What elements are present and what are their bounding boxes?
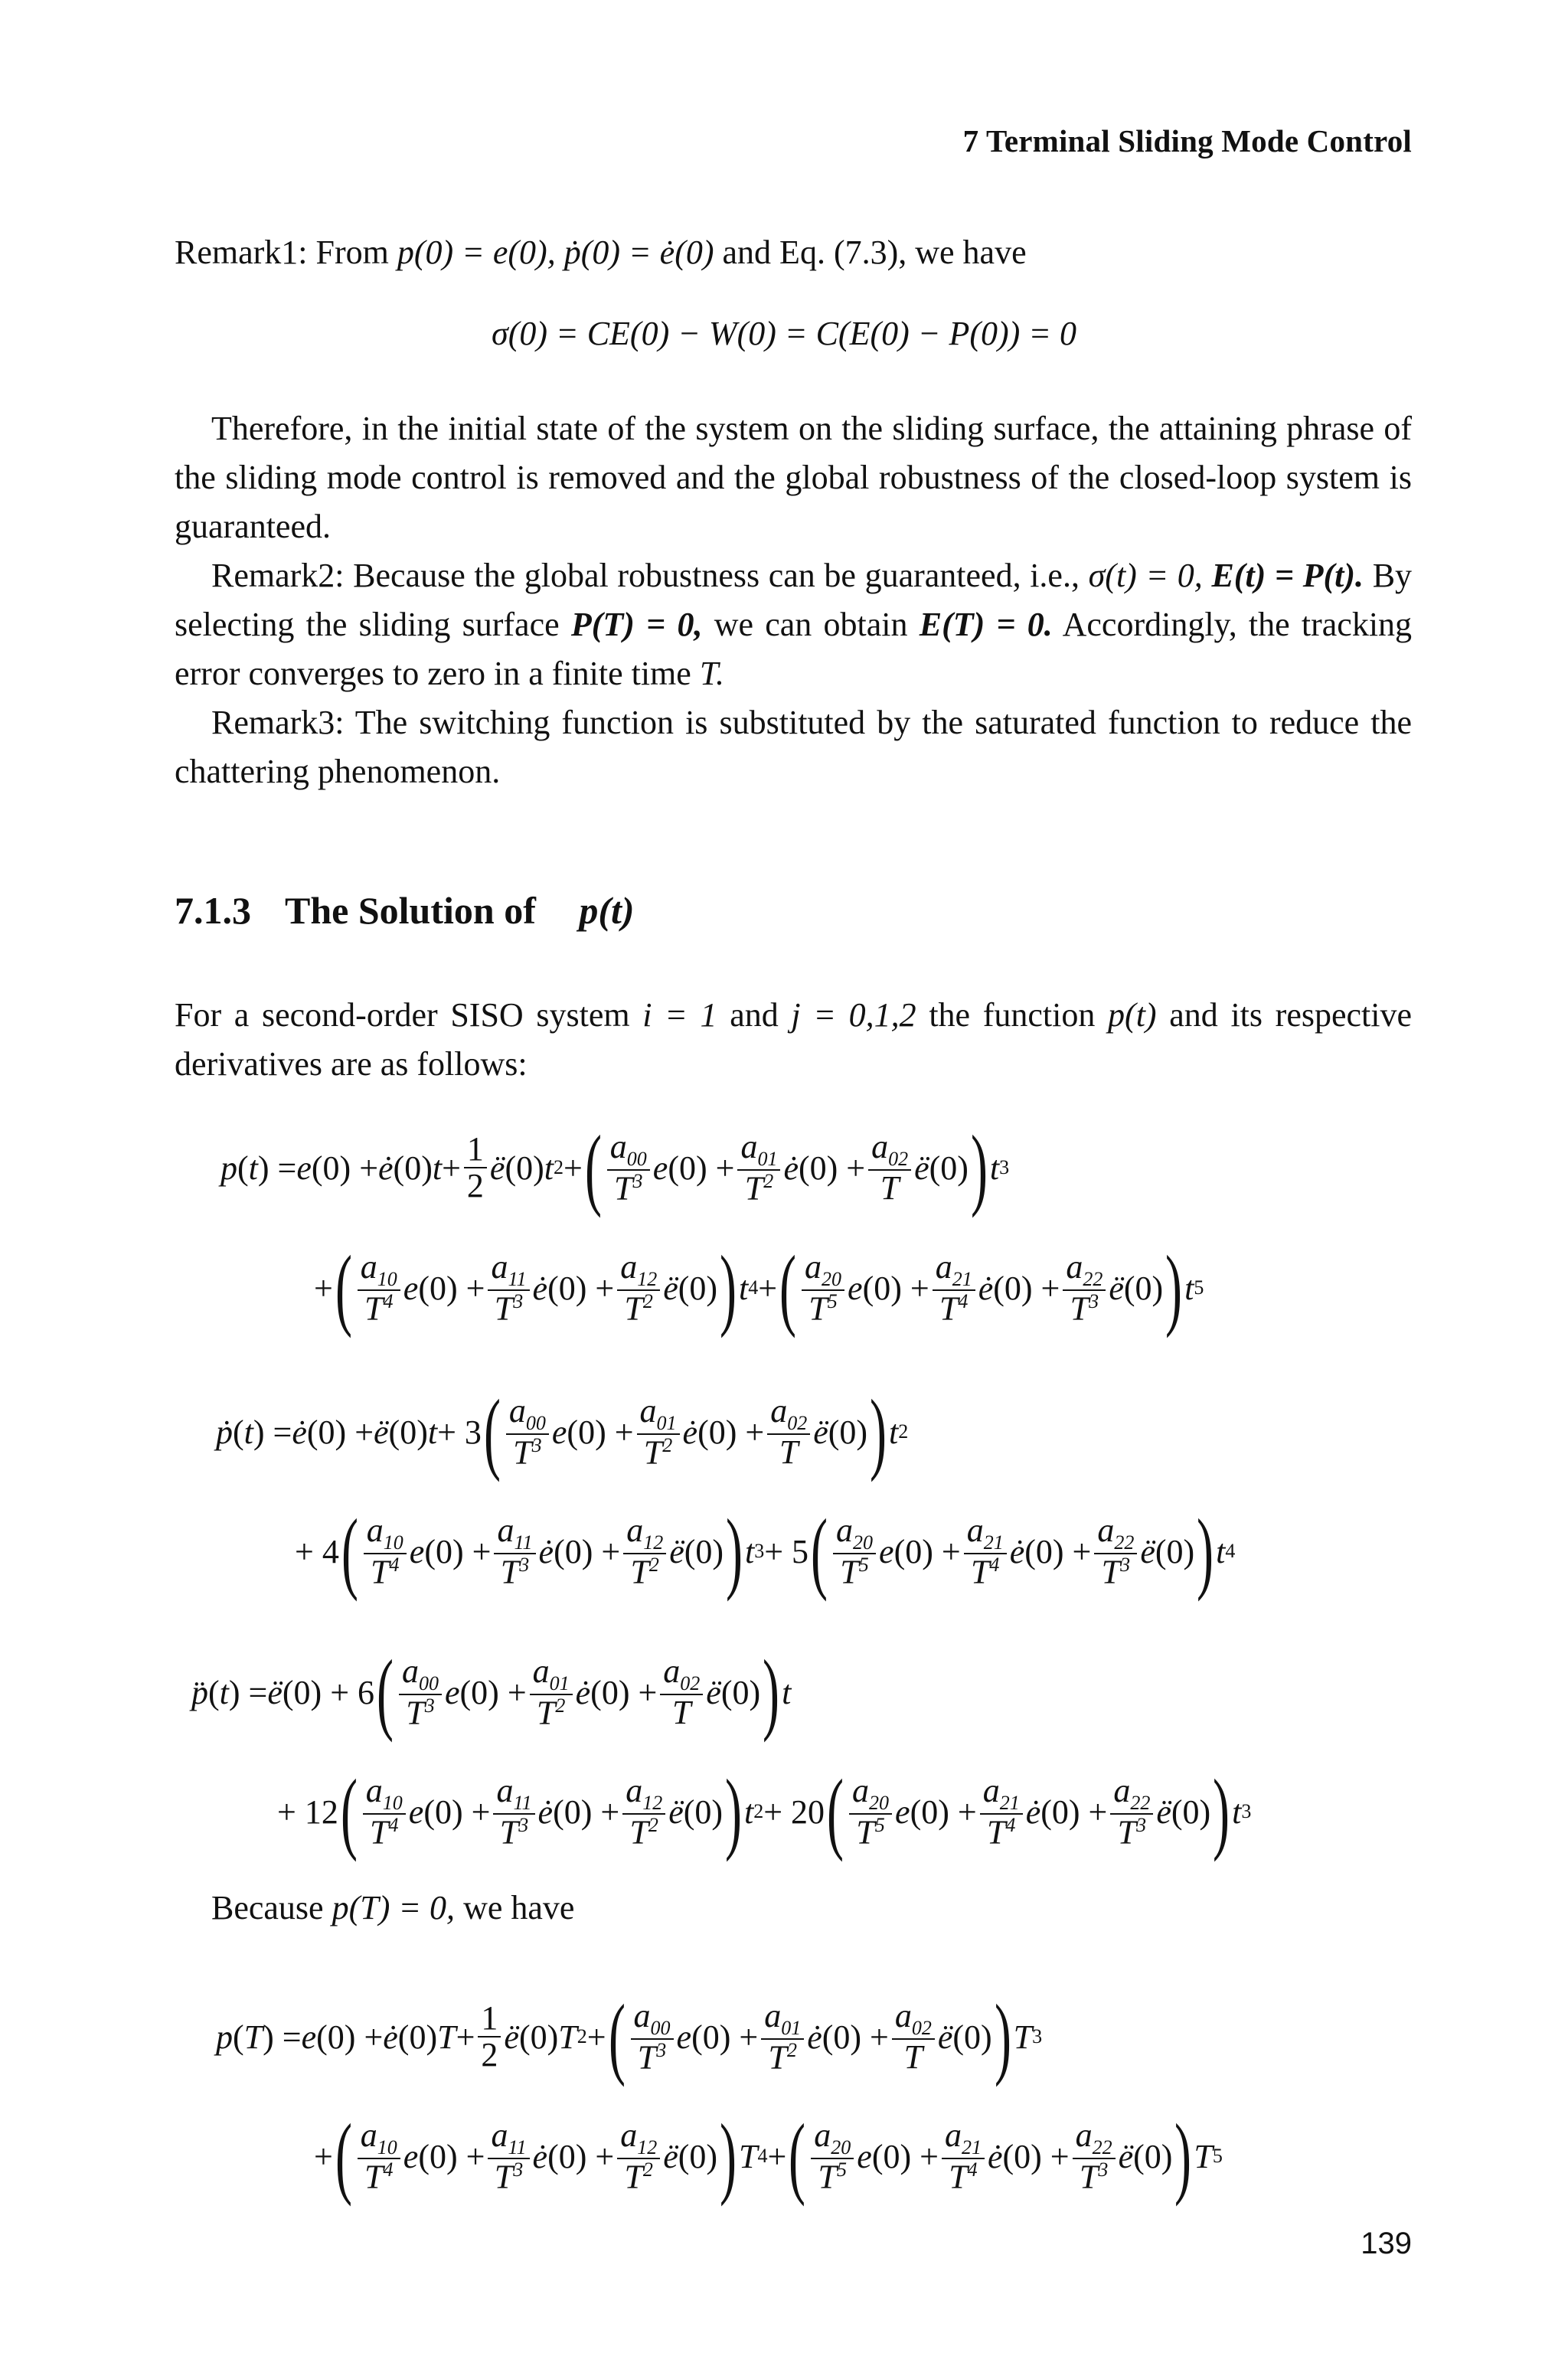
intro-text4: and its respective derivatives are as follows: xyxy=(175,996,1413,1083)
because-math1: p(T) = 0, xyxy=(332,1889,456,1926)
equation-p-line2: + ( $\frac{a_{10}}{T^4}$ e (0) + $\frac{a_{11}}{T^3}$ ė (0) + $\frac{a_{12}}{T^2}$ ë (0) ) t 4 + ( $\frac{a_{20}}{T^5}$ e (0) + $\frac{a_{21}}{T^4}$ ė (0) + $\frac{a_{22}}{T^3}$ ë (0) ) t 5 xyxy=(314,1237,1204,1338)
remark2-text2: By selecting the sliding surface xyxy=(175,557,1413,643)
intro-math1: i = 1 xyxy=(642,996,717,1034)
paragraph-remark2 xyxy=(175,551,1412,698)
section-title: The Solution of xyxy=(285,889,536,932)
paragraph-therefore: Therefore, in the initial state of the system on the sliding surface, the attaining phrase of the sliding mode control is removed and the global robustness of the closed-loop system is guaranteed. xyxy=(175,410,1412,545)
section-heading xyxy=(175,888,668,933)
remark2-math3: P(T) = 0, xyxy=(570,606,703,643)
running-header: 7 Terminal Sliding Mode Control xyxy=(962,123,1412,158)
equation-pddot-line2: + 12 ( $\frac{a_{10}}{T^4}$ e (0) + $\frac{a_{11}}{T^3}$ ė (0) + $\frac{a_{12}}{T^2}$ ë (0) ) t 2 + 20 ( $\frac{a_{20}}{T^5}$ e (0) + $\frac{a_{21}}{T^4}$ ė (0) + $\frac{a_{22}}{T^3}$ ë (0) ) t 3 xyxy=(277,1760,1252,1862)
remark1-lead: Remark1: From xyxy=(175,234,389,271)
equation-p-line1: p ( t ) = e (0) + ė (0) t + $\frac{1}{2}$ ë (0) t 2 + ( $\frac{a_{00}}{T^3}$ e (0) + $\frac{a_{01}}{T^2}$ ė (0) + $\frac{a_{02}}{T}$ ë (0) ) t 3 xyxy=(220,1116,1010,1218)
because-text1: Because xyxy=(211,1889,324,1926)
section-number: 7.1.3 xyxy=(175,889,251,932)
remark2-math4: E(T) = 0. xyxy=(919,606,1053,643)
body-paragraphs xyxy=(175,404,1412,796)
intro-math2: j = 0,1,2 xyxy=(791,996,916,1034)
paragraph-remark3: Remark3: The switching function is substituted by the saturated function to reduce the chattering phenomenon. xyxy=(175,704,1412,790)
remark1-line xyxy=(175,228,1412,277)
equation-sigma-text: σ(0) = CE(0) − W(0) = C(E(0) − P(0)) = 0 xyxy=(492,315,1076,352)
intro-text1: For a second-order SISO system xyxy=(175,996,630,1034)
section-title-math: p(t) xyxy=(579,889,635,932)
equation-pdot-line1: ṗ ( t ) = ė (0) + ë (0) t + 3 ( $\frac{a_{00}}{T^3}$ e (0) + $\frac{a_{01}}{T^2}$ ė (0) + $\frac{a_{02}}{T}$ ë (0) ) t 2 xyxy=(216,1381,909,1482)
equation-pT-line2: + ( $\frac{a_{10}}{T^4}$ e (0) + $\frac{a_{11}}{T^3}$ ė (0) + $\frac{a_{12}}{T^2}$ ë (0) ) T 4 + ( $\frac{a_{20}}{T^5}$ e (0) + $\frac{a_{21}}{T^4}$ ė (0) + $\frac{a_{22}}{T^3}$ ë (0) ) T 5 xyxy=(314,2105,1223,2207)
remark2-text4: Accordingly, the tracking error converges to zero in a finite time xyxy=(175,606,1413,692)
remark1-condition: p(0) = e(0), ṗ(0) = ė(0) xyxy=(397,234,714,271)
remark2-math5: T. xyxy=(699,655,725,692)
page-number: 139 xyxy=(1361,2227,1412,2260)
intro-text2: and xyxy=(730,996,779,1034)
equation-pT-line1: p ( T ) = e (0) + ė (0) T + $\frac{1}{2}$ ë (0) T 2 + ( $\frac{a_{00}}{T^3}$ e (0) + $\frac{a_{01}}{T^2}$ ė (0) + $\frac{a_{02}}{T}$ ë (0) ) T 3 xyxy=(216,1985,1043,2087)
remark1-tail: and Eq. (7.3), we have xyxy=(722,234,1027,271)
paragraph-intro xyxy=(175,991,1412,1089)
paragraph-because xyxy=(175,1884,1412,1933)
remark2-math1: σ(t) = 0, xyxy=(1088,557,1203,594)
equation-pddot-line1: p̈ ( t ) = ë (0) + 6 ( $\frac{a_{00}}{T^3}$ e (0) + $\frac{a_{01}}{T^2}$ ė (0) + $\frac{a_{02}}{T}$ ë (0) ) t xyxy=(191,1641,792,1743)
remark2-math2: E(t) = P(t). xyxy=(1211,557,1364,594)
equation-sigma xyxy=(0,314,1568,353)
intro-math3: p(t) xyxy=(1108,996,1157,1034)
intro-text3: the function xyxy=(929,996,1096,1034)
remark2-text1: Remark2: Because the global robustness can be guaranteed, i.e., xyxy=(211,557,1080,594)
remark2-text3: we can obtain xyxy=(714,606,908,643)
because-text2: we have xyxy=(463,1889,575,1926)
equation-pdot-line2: + 4 ( $\frac{a_{10}}{T^4}$ e (0) + $\frac{a_{11}}{T^3}$ ė (0) + $\frac{a_{12}}{T^2}$ ë (0) ) t 3 + 5 ( $\frac{a_{20}}{T^5}$ e (0) + $\frac{a_{21}}{T^4}$ ė (0) + $\frac{a_{22}}{T^3}$ ë (0) ) t 4 xyxy=(295,1500,1236,1602)
